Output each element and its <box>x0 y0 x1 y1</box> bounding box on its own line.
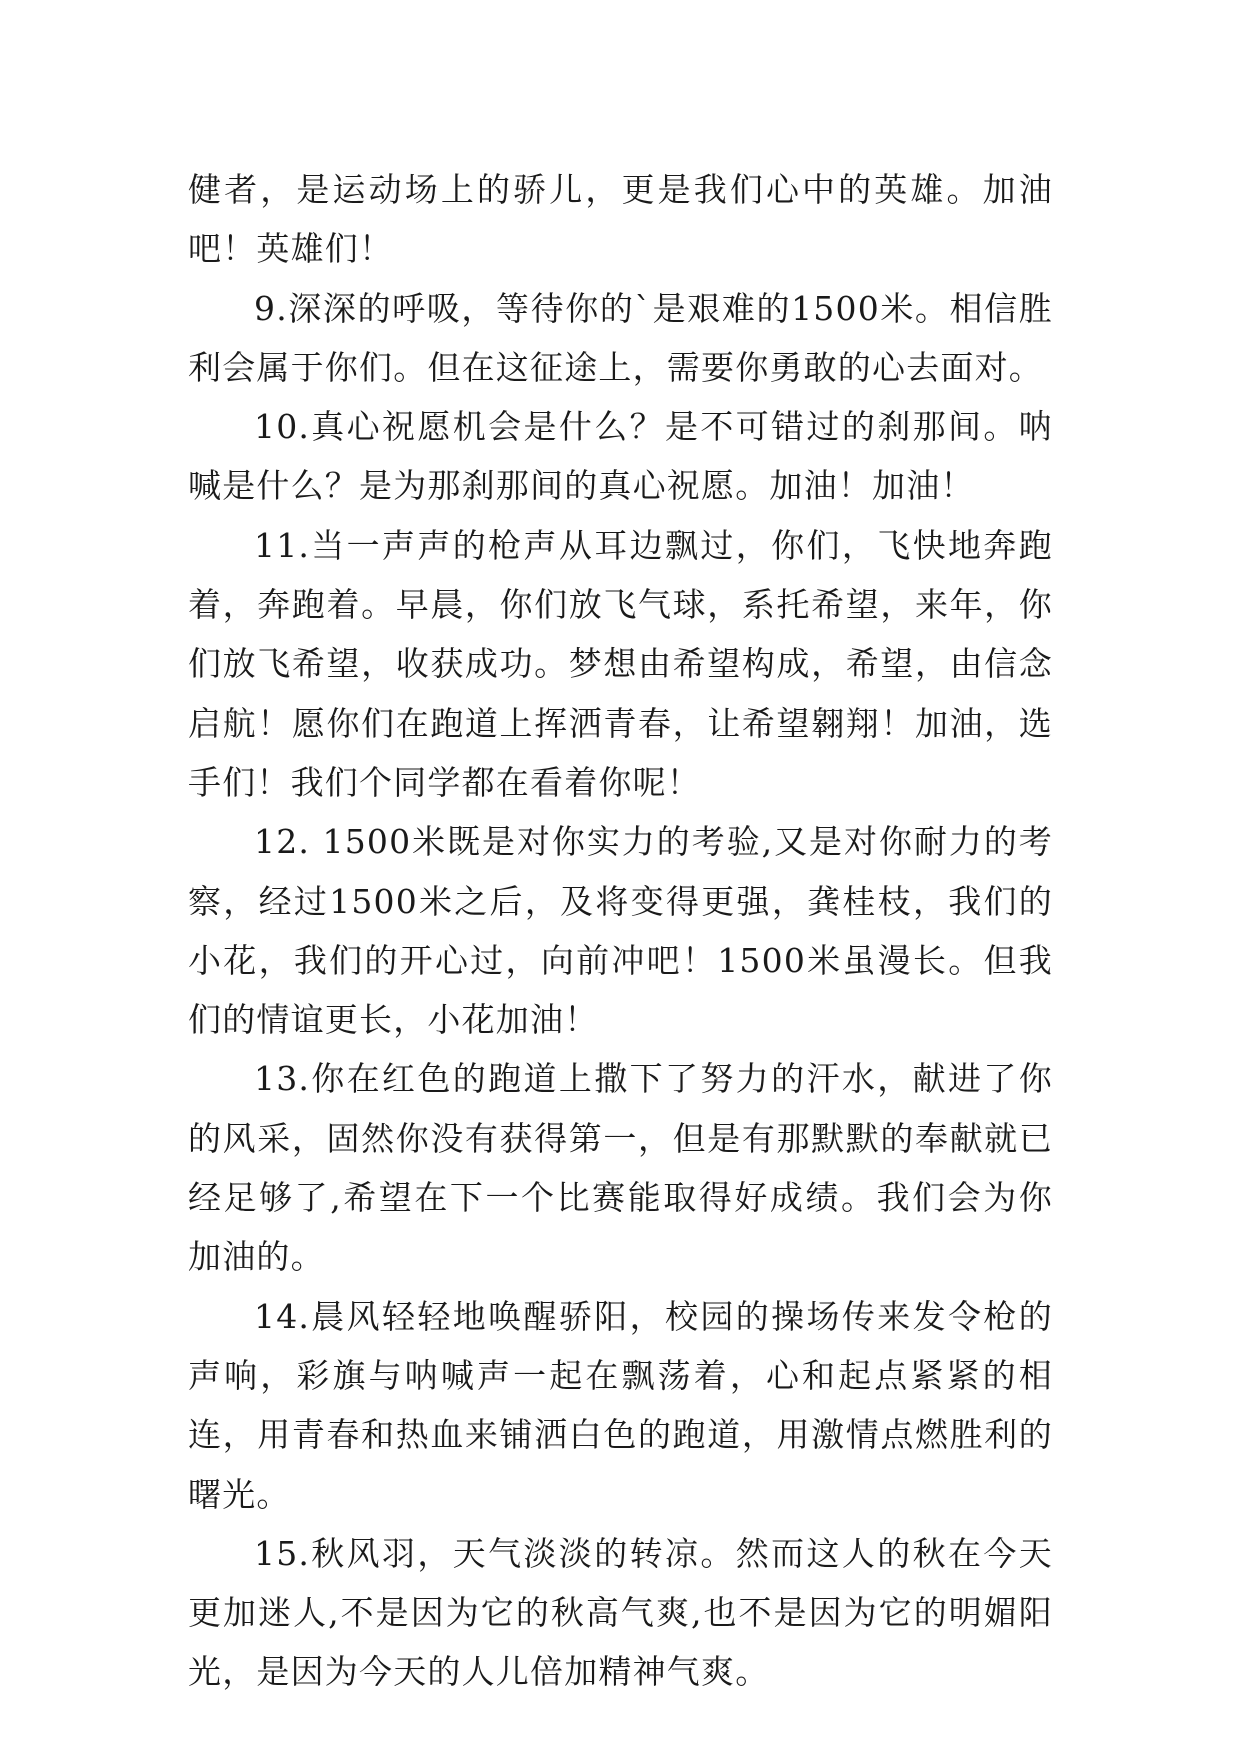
paragraph-item-15: 15.秋风羽，天气淡淡的转凉。然而这人的秋在今天更加迷人,不是因为它的秋高气爽,也不是因为它的明媚阳光，是因为今天的人儿倍加精神气爽。 <box>188 1533 1053 1692</box>
document-body <box>188 160 1053 1702</box>
paragraph-item-9: 9.深深的呼吸，等待你的`是艰难的1500米。相信胜利会属于你们。但在这征途上，需要你勇敢的心去面对。 <box>188 288 1053 387</box>
paragraph-item-14: 14.晨风轻轻地唤醒骄阳，校园的操场传来发令枪的声响，彩旗与呐喊声一起在飘荡着，心和起点紧紧的相连，用青春和热血来铺洒白色的跑道，用激情点燃胜利的曙光。 <box>188 1296 1053 1514</box>
paragraph-item-10: 10.真心祝愿机会是什么？是不可错过的刹那间。呐喊是什么？是为那刹那间的真心祝愿。加油！加油！ <box>188 407 1053 506</box>
paragraph-continuation: 健者，是运动场上的骄儿，更是我们心中的英雄。加油吧！英雄们！ <box>188 170 1053 269</box>
paragraph-item-13: 13.你在红色的跑道上撒下了努力的汗水，献进了你的风采，固然你没有获得第一，但是有那默默的奉献就已经足够了,希望在下一个比赛能取得好成绩。我们会为你加油的。 <box>188 1059 1053 1277</box>
paragraph-item-11: 11.当一声声的枪声从耳边飘过，你们，飞快地奔跑着，奔跑着。早晨，你们放飞气球，系托希望，来年，你们放飞希望，收获成功。梦想由希望构成，希望，由信念启航！愿你们在跑道上挥洒青春，让希望翱翔！加油，选手们！我们个同学都在看着你呢！ <box>188 525 1053 802</box>
paragraph-item-12: 12. 1500米既是对你实力的考验,又是对你耐力的考察，经过1500米之后，及将变得更强，龚桂枝，我们的小花，我们的开心过，向前冲吧！1500米虽漫长。但我们的情谊更长，小花加油！ <box>188 822 1053 1040</box>
